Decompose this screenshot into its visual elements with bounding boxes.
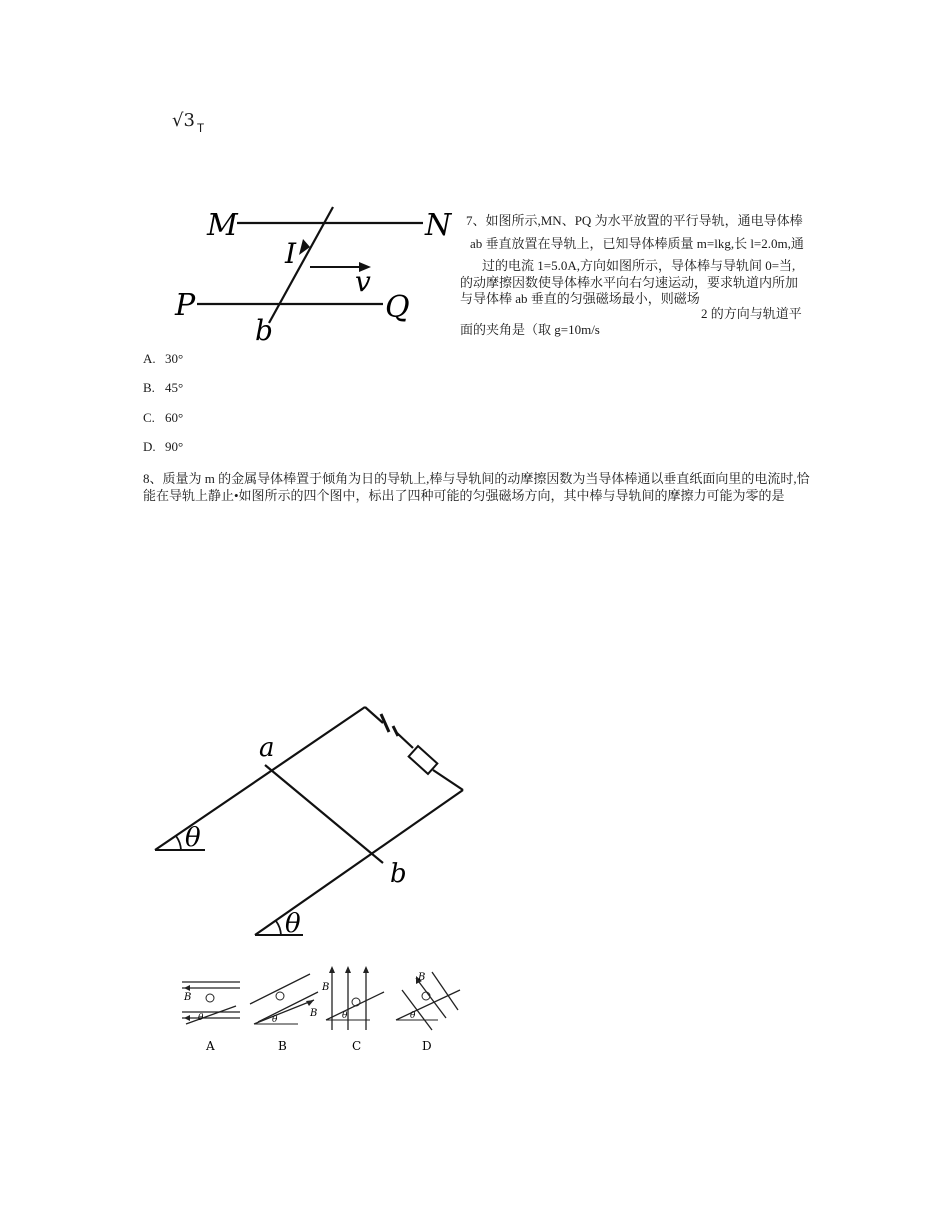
caption-c: C	[352, 1039, 362, 1053]
angle-arc	[276, 921, 281, 935]
option-text: 45°	[165, 380, 184, 395]
label-q: Q	[385, 290, 410, 325]
option-label: C.	[143, 410, 155, 425]
q7-line-1: 7、如图所示,MN、PQ 为水平放置的平行导轨，通电导体棒	[466, 213, 803, 228]
label-b: b	[390, 859, 407, 889]
rod-ab	[265, 765, 383, 863]
wire-segment	[433, 770, 463, 790]
label-theta: θ	[285, 909, 301, 939]
label-v: v	[355, 265, 371, 298]
field-arrow	[254, 1000, 314, 1024]
q8-question-text: 8、质量为 m 的金属导体棒置于倾角为日的导轨上,棒与导轨间的动摩擦因数为当导体棒通以垂直纸面向里的电流时,恰能在导轨上静止•如图所示的四个图中，标出了四种可能的匀强磁场方向，其中棒与导轨间的摩擦力可能为零的是	[143, 471, 810, 503]
option-c[interactable]	[143, 410, 183, 426]
label-m: M	[207, 208, 238, 243]
q7-line-6: 2 的方向与轨道平	[701, 306, 802, 321]
tesla-unit: T	[196, 121, 205, 135]
label-i: I	[285, 237, 297, 270]
q7-line-7: 面的夹角是（取 g=10m/s	[460, 322, 600, 337]
sub-figure-b	[250, 974, 318, 1053]
option-text: 30°	[165, 351, 184, 366]
wire-segment	[397, 733, 413, 748]
b-label: B	[310, 1008, 318, 1019]
option-d[interactable]	[143, 439, 183, 455]
option-b[interactable]	[143, 380, 183, 396]
q7-line-5: 与导体棒 ab 垂直的匀强磁场最小，则磁场	[460, 291, 700, 306]
q7-line-3: 过的电流 1=5.0A,方向如图所示，导体棒与导轨间 0=当,	[482, 258, 796, 273]
q8-incline-figure	[145, 670, 485, 950]
caption-b: B	[278, 1039, 287, 1053]
q7-line-2: ab 垂直放置在导轨上，已知导体棒质量 m=lkg,长 l=2.0m,通	[470, 236, 804, 251]
label-p: P	[175, 288, 196, 323]
theta-label: θ	[342, 1011, 348, 1021]
conductor-rod	[269, 207, 333, 323]
theta-label: θ	[272, 1015, 278, 1025]
resistor	[409, 746, 438, 774]
sub-figure-c	[321, 966, 384, 1053]
sub-figure-a	[182, 982, 240, 1053]
label-theta: θ	[185, 823, 201, 853]
sqrt3-value: √3	[172, 110, 195, 131]
label-n: N	[425, 208, 452, 243]
option-a[interactable]	[143, 351, 183, 367]
option-text: 90°	[165, 439, 184, 454]
option-label: A.	[143, 351, 156, 366]
option-label: D.	[143, 439, 156, 454]
sub-figure-d	[396, 972, 460, 1053]
q7-rail-figure	[165, 195, 465, 350]
b-label: B	[418, 972, 426, 983]
previous-answer-fragment	[172, 110, 205, 135]
b-label: B	[322, 982, 330, 993]
angle-arc	[176, 836, 181, 850]
q8-option-figures	[170, 960, 480, 1060]
b-label: B	[184, 992, 192, 1003]
label-a: a	[259, 733, 275, 763]
option-label: B.	[143, 380, 155, 395]
label-b: b	[255, 314, 273, 347]
option-text: 60°	[165, 410, 184, 425]
caption-d: D	[422, 1039, 432, 1053]
theta-label: θ	[198, 1013, 204, 1023]
theta-label: θ	[410, 1011, 416, 1021]
q7-line-4: 的动摩擦因数使导体棒水平向右匀速运动，要求轨道内所加	[460, 275, 799, 290]
caption-a: A	[206, 1039, 215, 1053]
